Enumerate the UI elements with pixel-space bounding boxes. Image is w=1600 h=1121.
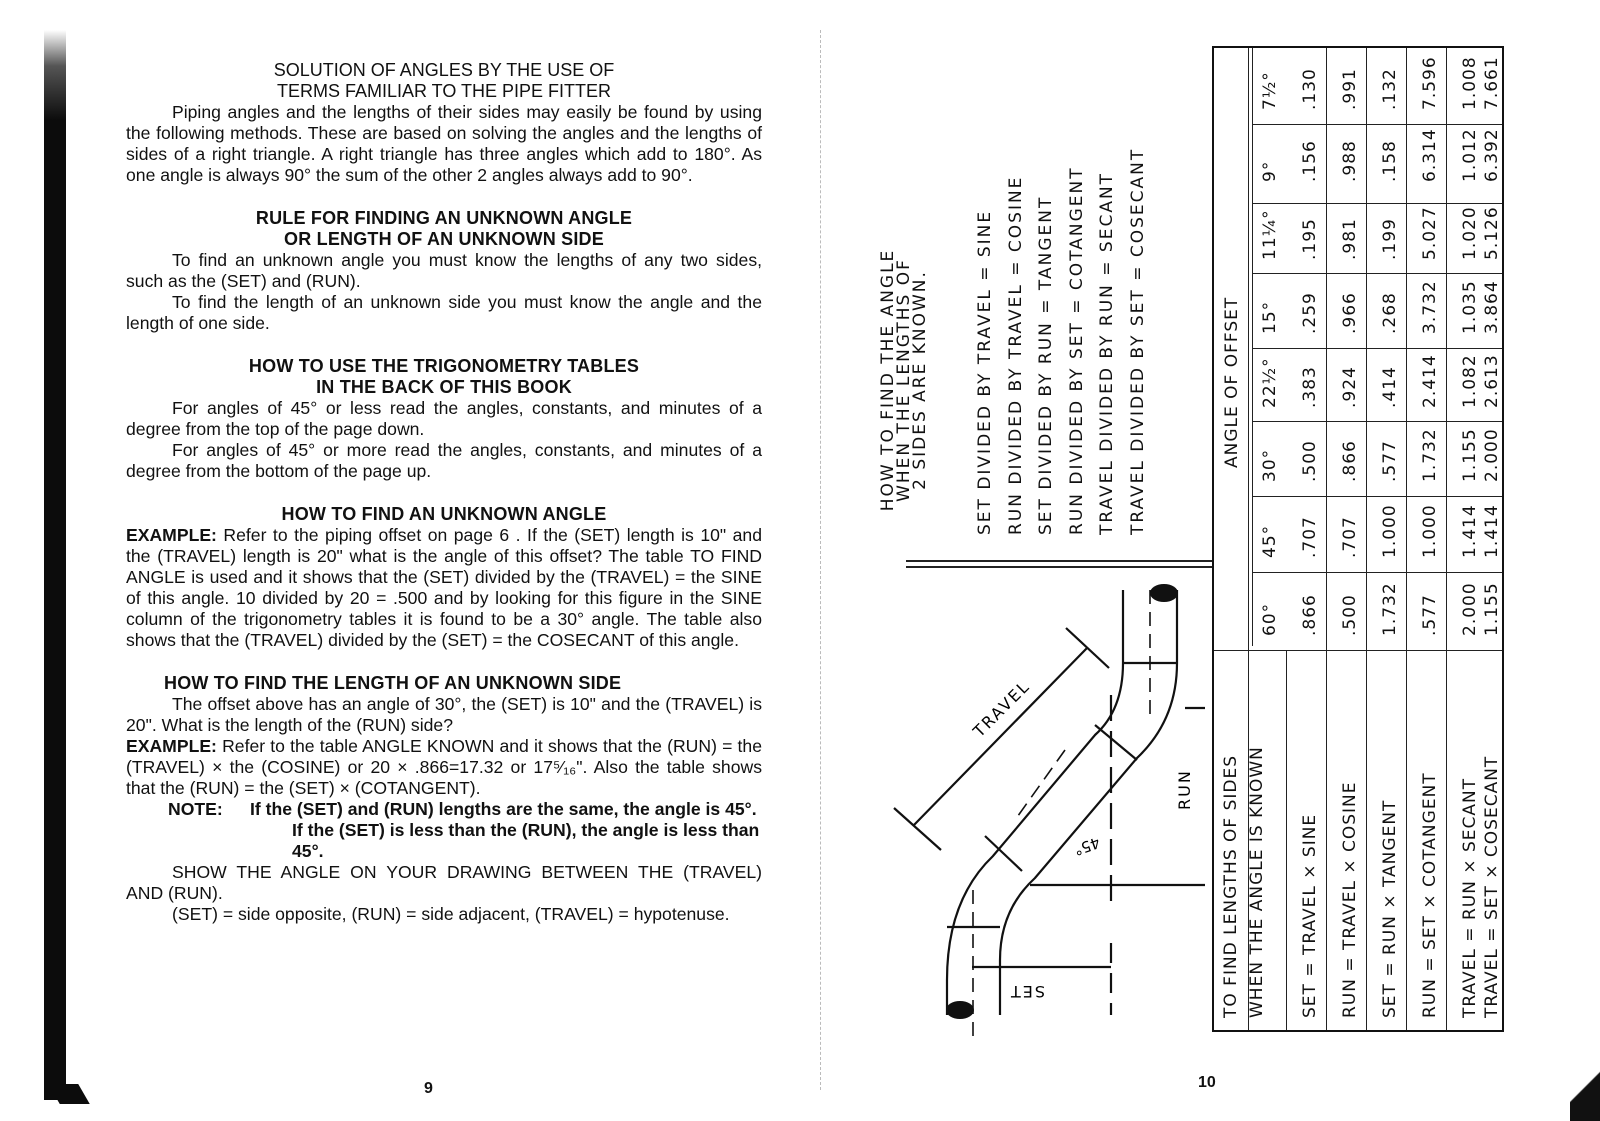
- row-formula: RUN = SET × COTANGENT: [1420, 772, 1440, 1018]
- example-label: EXAMPLE:: [126, 736, 217, 756]
- table-cell: .866: [1340, 440, 1360, 482]
- intro-paragraph: Piping angles and the lengths of their sides may easily be found by using the following methods. These are based on solving the angles and the lengths of sides of a right triangle. A right triangle has three angles which add to 180°. As one angle is always 90° the sum of the other 2 angles always add to 90°.: [126, 102, 762, 185]
- section-title: HOW TO FIND AN UNKNOWN ANGLE: [281, 504, 607, 524]
- paragraph: For angles of 45° or more read the angles, constants, and minutes of a degree from the bottom of the page up.: [126, 440, 762, 481]
- table-group-header: ANGLE OF OFFSET: [1222, 296, 1242, 468]
- note-text: If the (SET) and (RUN) lengths are the same, the angle is 45°.: [250, 799, 757, 819]
- angle-header: 22½°: [1260, 357, 1280, 408]
- table-cell: 1.008: [1460, 56, 1480, 110]
- page-corner-shadow: [1570, 1051, 1600, 1121]
- rule-item: SET DIVIDED BY RUN = TANGENT: [1036, 195, 1056, 535]
- row-formula: SET = RUN × TANGENT: [1380, 799, 1400, 1018]
- example-text: Refer to the table ANGLE KNOWN and it shows that the (RUN) = the (TRAVEL) × the (COSINE) or 20 × .866=17.32 or 17⁵⁄₁₆". Also the table shows that the (RUN) = the (SET) × (COTANGENT).: [126, 736, 762, 798]
- row-formula: TRAVEL = RUN × SECANT: [1460, 777, 1480, 1018]
- angle-header: 11¼°: [1260, 209, 1280, 260]
- row-formula: SET = TRAVEL × SINE: [1300, 813, 1320, 1018]
- table-cell: .132: [1380, 68, 1400, 110]
- table-cell: .991: [1340, 68, 1360, 110]
- rule-item: RUN DIVIDED BY TRAVEL = COSINE: [1005, 175, 1026, 535]
- table-cell: 5.126: [1482, 206, 1502, 260]
- table-cell: .414: [1380, 366, 1400, 408]
- note-block: [126, 799, 762, 820]
- table-cell: .866: [1300, 594, 1320, 636]
- note-label: NOTE:: [168, 799, 223, 819]
- table-cell: .500: [1340, 594, 1360, 636]
- table-cell: .500: [1300, 440, 1320, 482]
- table-cell: .981: [1340, 218, 1360, 260]
- table-cell: 1.035: [1460, 280, 1480, 334]
- table-cell: .158: [1380, 140, 1400, 182]
- find-angle-title: HOW TO FIND THE ANGLE WHEN THE LENGTHS OF 2 SIDES ARE KNOWN.: [878, 248, 930, 512]
- angle-header: 9°: [1260, 160, 1280, 182]
- table-cell: 1.155: [1482, 582, 1502, 636]
- section-title: HOW TO FIND THE LENGTH OF AN UNKNOWN SIDE: [164, 673, 622, 693]
- table-cell: 6.392: [1482, 128, 1502, 182]
- example-text: Refer to the piping offset on page 6 . If the (SET) length is 10" and the (TRAVEL) length is 20" what is the angle of this offset? The table TO FIND ANGLE is used and it shows that the (SET) divided by the (TRAVEL) = the SINE of this angle. 10 divided by 20 = .500 and by looking for this figure in the SINE column of the trigonometry tables it is found to be a 30° angle. The table also shows that the (TRAVEL) divided by the (SET) = the COSECANT of this angle.: [126, 525, 762, 650]
- paragraph: To find the length of an unknown side you must know the angle and the length of one side.: [126, 292, 762, 333]
- section-title: IN THE BACK OF THIS BOOK: [316, 377, 572, 397]
- table-side-title: TO FIND LENGTHS OF SIDES WHEN THE ANGLE IS KNOWN: [1221, 746, 1267, 1018]
- section-title: OR LENGTH OF AN UNKNOWN SIDE: [284, 229, 604, 249]
- angle-label: 45°: [1071, 833, 1103, 860]
- row-formula: TRAVEL = SET × COSECANT: [1482, 755, 1502, 1018]
- table-cell: .130: [1300, 68, 1320, 110]
- example-label: EXAMPLE:: [126, 525, 217, 545]
- rule-item: SET DIVIDED BY TRAVEL = SINE: [975, 209, 995, 535]
- table-cell: 1.000: [1420, 504, 1440, 558]
- left-page: [126, 60, 762, 925]
- table-cell: .383: [1300, 366, 1320, 408]
- pipe-offset-diagram: [860, 560, 1210, 1040]
- table-cell: 5.027: [1420, 206, 1440, 260]
- table-cell: .195: [1300, 218, 1320, 260]
- trig-constants-table: [1212, 46, 1504, 1032]
- angle-header: 30°: [1260, 448, 1280, 482]
- section-title: SOLUTION OF ANGLES BY THE USE OF: [273, 60, 615, 80]
- table-cell: .988: [1340, 140, 1360, 182]
- angle-header: 60°: [1260, 602, 1280, 636]
- table-cell: 1.414: [1460, 504, 1480, 558]
- table-cell: 7.661: [1482, 56, 1502, 110]
- angle-header: 45°: [1260, 524, 1280, 558]
- section-title: HOW TO USE THE TRIGONOMETRY TABLES: [248, 356, 640, 376]
- table-cell: 3.864: [1482, 280, 1502, 334]
- row-formula: RUN = TRAVEL × COSINE: [1340, 781, 1360, 1018]
- note-text: If the (SET) is less than the (RUN), the angle is less than 45°.: [292, 820, 760, 861]
- table-cell: 1.082: [1460, 354, 1480, 408]
- paragraph: (SET) = side opposite, (RUN) = side adjacent, (TRAVEL) = hypotenuse.: [172, 904, 730, 924]
- table-cell: 1.414: [1482, 504, 1502, 558]
- table-cell: 3.732: [1420, 280, 1440, 334]
- travel-label: TRAVEL: [969, 676, 1034, 741]
- table-cell: 1.020: [1460, 206, 1480, 260]
- rule-item: TRAVEL DIVIDED BY SET = COSECANT: [1127, 147, 1148, 535]
- table-cell: 2.613: [1482, 354, 1502, 408]
- rule-item: RUN DIVIDED BY SET = COTANGENT: [1066, 166, 1087, 535]
- find-angle-rules: [970, 148, 1153, 535]
- table-cell: .259: [1300, 292, 1320, 334]
- page-number: 10: [1198, 1074, 1216, 1091]
- table-cell: 2.000: [1482, 428, 1502, 482]
- table-cell: .707: [1340, 516, 1360, 558]
- page-gutter: [820, 30, 822, 1090]
- paragraph: For angles of 45° or less read the angles, constants, and minutes of a degree from the top of the page down.: [126, 398, 762, 439]
- table-cell: .707: [1300, 516, 1320, 558]
- table-cell: 1.000: [1380, 504, 1400, 558]
- table-cell: .156: [1300, 140, 1320, 182]
- paragraph: The offset above has an angle of 30°, the (SET) is 10" and the (TRAVEL) is 20". What is the length of the (RUN) side?: [126, 694, 762, 735]
- run-label: RUN: [1175, 769, 1194, 810]
- table-cell: 1.732: [1380, 582, 1400, 636]
- page-number: 9: [424, 1080, 433, 1097]
- table-cell: 7.596: [1420, 56, 1440, 110]
- table-cell: 1.012: [1460, 128, 1480, 182]
- paragraph: SHOW THE ANGLE ON YOUR DRAWING BETWEEN THE (TRAVEL) AND (RUN).: [126, 862, 762, 903]
- book-spine-shadow: [44, 30, 66, 1100]
- table-cell: .268: [1380, 292, 1400, 334]
- table-cell: .577: [1420, 594, 1440, 636]
- paragraph: To find an unknown angle you must know the lengths of any two sides, such as the (SET) and (RUN).: [126, 250, 762, 291]
- example-paragraph: [126, 525, 762, 651]
- table-cell: 2.414: [1420, 354, 1440, 408]
- table-cell: .966: [1340, 292, 1360, 334]
- angle-header: 15°: [1260, 300, 1280, 334]
- table-cell: .924: [1340, 366, 1360, 408]
- example-paragraph: [126, 736, 762, 799]
- table-cell: 1.732: [1420, 428, 1440, 482]
- table-cell: .577: [1380, 440, 1400, 482]
- angle-header: 7½°: [1260, 71, 1280, 110]
- section-title: RULE FOR FINDING AN UNKNOWN ANGLE: [255, 208, 633, 228]
- table-cell: 6.314: [1420, 128, 1440, 182]
- table-cell: .199: [1380, 218, 1400, 260]
- table-cell: 1.155: [1460, 428, 1480, 482]
- set-label: SET: [1008, 982, 1045, 1001]
- rule-item: TRAVEL DIVIDED BY RUN = SECANT: [1097, 171, 1117, 535]
- section-title: TERMS FAMILIAR TO THE PIPE FITTER: [276, 81, 612, 101]
- table-cell: 2.000: [1460, 582, 1480, 636]
